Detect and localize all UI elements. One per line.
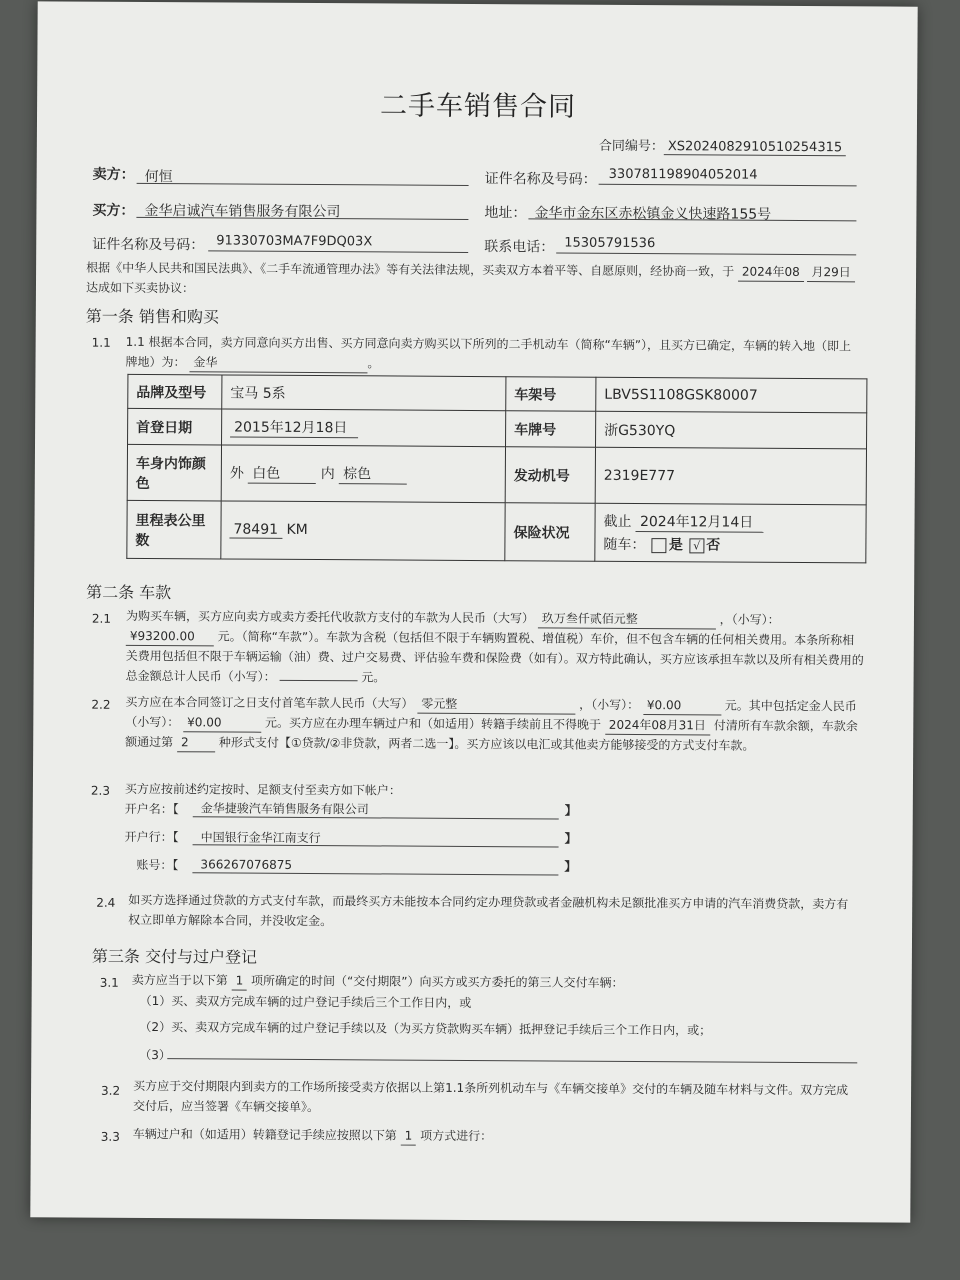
buyer-name: 金华启诚汽车销售服务有限公司: [144, 202, 341, 221]
buyer-phone-label: 联系电话：: [484, 239, 555, 256]
vehicle-table: [126, 374, 867, 564]
checkbox-yes: [652, 538, 667, 553]
clause-2-2-text2: ，（小写）：: [579, 697, 640, 713]
insurance-date: 2024年12月14日: [636, 511, 764, 533]
clause-3-3-number: 3.3: [100, 1129, 120, 1144]
clause-1-1: 1.1 根据本合同，卖方同意向买方出售、买方同意向卖方购买以下所列的二手机动车（简称“车辆”），且买方已确定，车辆的转入地（即上牌地）为： 金华 。: [125, 332, 861, 376]
table-row: [127, 444, 866, 505]
clause-2-1-text3: 元。（简称“车款”）。车款为含税（包括但不限于车辆购置税、增值税）车价，但不包含车辆的任何相关费用。本条所称相关费用包括但不限于车辆运输（油）费、过户交易费、评估验车费和保险费（如有）。双方特此确认，买方应该承担车款以及所有相关费用的总金额总计人民币（小写）：: [125, 629, 864, 684]
seller-label: 卖方：: [92, 166, 135, 183]
clause-2-2-text6: 种形式支付【①贷款/②非贷款，两者二选一】。买方应该以电汇或其他卖方能够接受的方式支付车款。: [218, 735, 755, 753]
buyer-label: 买方：: [92, 202, 135, 219]
clause-2-4-number: 2.4: [96, 895, 116, 910]
bank-value: 中国银行金华江南支行: [200, 830, 321, 846]
clause-2-1-text2: ，（小写）：: [719, 612, 780, 627]
contract-number: [599, 135, 846, 157]
buyer-addr-label: 地址：: [484, 205, 527, 222]
mileage-cell: [221, 501, 505, 561]
clause-3-3-text1: 车辆过户和（如适用）转籍登记手续应按照以下第: [132, 1126, 397, 1143]
table-row: [128, 374, 867, 413]
first-payment-uppercase: 零元整: [417, 696, 575, 715]
clause-2-1: [126, 606, 864, 691]
clause-3-1-number: 3.1: [99, 975, 119, 990]
buyer-id-line: [208, 250, 468, 253]
insurance-cell: [595, 503, 866, 563]
reg-date-label: 首登日期: [128, 408, 222, 445]
payment-deadline: 2024年08月31日: [605, 717, 710, 736]
insurance-prefix: 截止: [603, 513, 632, 530]
seller-name: 何恒: [144, 168, 173, 186]
article-2-title: 第二条 车款: [86, 582, 172, 603]
mileage-label: 里程表公里数: [127, 500, 221, 559]
contract-number-label: 合同编号：: [598, 138, 664, 155]
option-1: （1）买、卖双方完成车辆的过户登记手续后三个工作日内，或: [139, 993, 472, 1010]
first-payment-amount: ¥0.00: [643, 697, 721, 715]
clause-2-2-number: 2.2: [91, 697, 111, 712]
price-uppercase: 玖万叁仟贰佰元整: [538, 610, 716, 629]
payment-method: 2: [177, 734, 215, 752]
buyer-addr-value: 金华市金东区赤松镇金义快速路155号: [534, 205, 772, 223]
preamble: [86, 258, 868, 303]
account-holder-label: 开户名：【: [124, 801, 179, 817]
clause-2-2-text4: 元。买方应在办理车辆过户和（如适用）转籍手续前且不得晚于: [264, 715, 602, 732]
brand-value: 宝马 5系: [222, 375, 506, 411]
article-3-title: 第三条 交付与过户登记: [91, 946, 258, 967]
clause-2-2: [125, 692, 863, 757]
clause-3-1-text1: 卖方应当于以下第: [131, 972, 228, 988]
preamble-date-a: 2024年08: [738, 264, 804, 282]
mileage-unit: KM: [286, 521, 308, 538]
clause-2-1-number: 2.1: [91, 611, 112, 626]
transfer-item: 1: [401, 1128, 417, 1146]
clause-3-1: [132, 970, 858, 994]
brand-label: 品牌及型号: [128, 374, 222, 409]
clause-2-1-text1: 为购买车辆，买方应向卖方或卖方委托代收款方支付的车款为人民币（大写）: [125, 608, 535, 626]
clause-3-1-text2: 项所确定的时间（“交付期限”）向买方或买方委托的第三人交付车辆：: [251, 973, 624, 990]
ext-prefix: 外: [229, 465, 244, 482]
clause-3-3-text2: 项方式进行：: [420, 1128, 493, 1144]
price-amount: ¥93200.00: [126, 628, 214, 647]
mileage-value: 78491: [229, 522, 282, 539]
engine-value: 2319E777: [595, 447, 866, 505]
insurance-no-label: 否: [706, 537, 721, 554]
seller-id-label: 证件名称及号码：: [484, 171, 597, 188]
checkbox-no: √: [689, 538, 704, 553]
preamble-date-b: 月29日: [808, 264, 855, 282]
insurance-yes-label: 是: [668, 537, 683, 554]
clause-3-3: [133, 1124, 855, 1148]
preamble-text1: 根据《中华人民共和国民法典》、《二手车流通管理办法》等有关法律法规，买卖双方本着平等、自愿原则，经协商一致，于: [86, 260, 735, 279]
clause-2-2-text1: 买方应在本合同签订之日支付首笔车款人民币（大写）: [125, 694, 414, 711]
clause-1-1-place: 金华: [189, 354, 367, 373]
account-holder-line: [193, 816, 559, 819]
option-3-line: [167, 1058, 857, 1063]
int-prefix: 内: [320, 466, 335, 483]
account-holder-close: 】: [564, 803, 577, 818]
buyer-id-value: 91330703MA7F9DQ03X: [216, 233, 373, 250]
reg-date-cell: [222, 409, 506, 447]
clause-2-2-text3: 元。其中包括定金人民币（小写）：: [125, 698, 857, 730]
option-2: （2）买、卖双方完成车辆的过户登记手续以及（为买方贷款购买车辆）抵押登记手续后三个工作日内，或；: [139, 1019, 712, 1038]
seller-id-line: [599, 184, 857, 187]
account-number-label: 账号：【: [136, 857, 179, 873]
clause-3-2: 买方应于交付期限内到卖方的工作场所接受卖方依据以上第1.1条所列机动车与《车辆交接单》交付的车辆及随车材料与文件。双方完成交付后，应当签署《车辆交接单》。: [132, 1078, 849, 1115]
color-label: 车身内饰颜色: [127, 444, 221, 501]
account-number-close: 】: [564, 859, 577, 874]
insurance-label: 保险状况: [505, 503, 595, 562]
clause-2-3-text: 买方应按前述约定按时、足额支付至卖方如下帐户：: [124, 781, 401, 798]
bank-close: 】: [564, 831, 577, 846]
bank-label: 开户行：【: [124, 829, 179, 845]
clause-3-2-number: 3.2: [101, 1083, 121, 1098]
account-number-value: 366267076875: [200, 857, 293, 872]
plate-value: 浙G530YQ: [596, 411, 867, 449]
option-3: （3）: [139, 1047, 171, 1063]
vin-label: 车架号: [506, 377, 596, 412]
delivery-item: 1: [232, 973, 248, 991]
contract-title: 二手车销售合同: [379, 90, 577, 123]
article-1-title: 第一条 销售和购买: [85, 306, 219, 327]
clause-2-4: 如买方选择通过贷款的方式支付车款，而最终买方未能按本合同约定办理贷款或者金融机构未足额批准买方申请的汽车消费贷款，卖方有权立即单方解除本合同，并没收定金。: [128, 892, 849, 929]
account-number-line: [192, 872, 558, 875]
total-amount-blank: [279, 680, 357, 681]
clause-1-1-text: 1.1 根据本合同，卖方同意向买方出售、买方同意向卖方购买以下所列的二手机动车（简称“车辆”），且买方已确定，车辆的转入地（即上牌地）为：: [125, 334, 852, 370]
table-row: [127, 500, 866, 563]
clause-2-3-number: 2.3: [90, 783, 111, 798]
contract-number-value: XS2024082910510254315: [664, 139, 846, 156]
vin-value: LBV5S1108GSK80007: [596, 377, 867, 413]
seller-name-line: [137, 183, 469, 186]
engine-label: 发动机号: [505, 447, 595, 504]
insurance-with-label: 随车：: [603, 536, 646, 554]
deposit-amount: ¥0.00: [183, 714, 261, 732]
clause-1-1-number: 1.1: [91, 335, 111, 350]
clause-2-1-text4: 元。: [361, 670, 386, 685]
table-row: [128, 408, 867, 449]
reg-date-value: 2015年12月18日: [230, 417, 358, 439]
color-cell: [221, 445, 505, 503]
buyer-phone-line: [556, 252, 856, 255]
account-holder-value: 金华捷骏汽车销售服务有限公司: [200, 801, 369, 817]
buyer-id-label: 证件名称及号码：: [92, 236, 205, 254]
plate-label: 车牌号: [506, 411, 596, 448]
seller-id-value: 330781198904052014: [608, 166, 758, 183]
buyer-phone-value: 15305791536: [564, 235, 656, 252]
ext-color: 白色: [248, 463, 316, 484]
preamble-text2: 达成如下买卖协议：: [85, 280, 195, 296]
int-color: 棕色: [339, 463, 407, 484]
clause-2-2-text5: 付清所有车款余额，车款余额通过第: [125, 718, 858, 750]
contract-paper: [30, 1, 917, 1222]
